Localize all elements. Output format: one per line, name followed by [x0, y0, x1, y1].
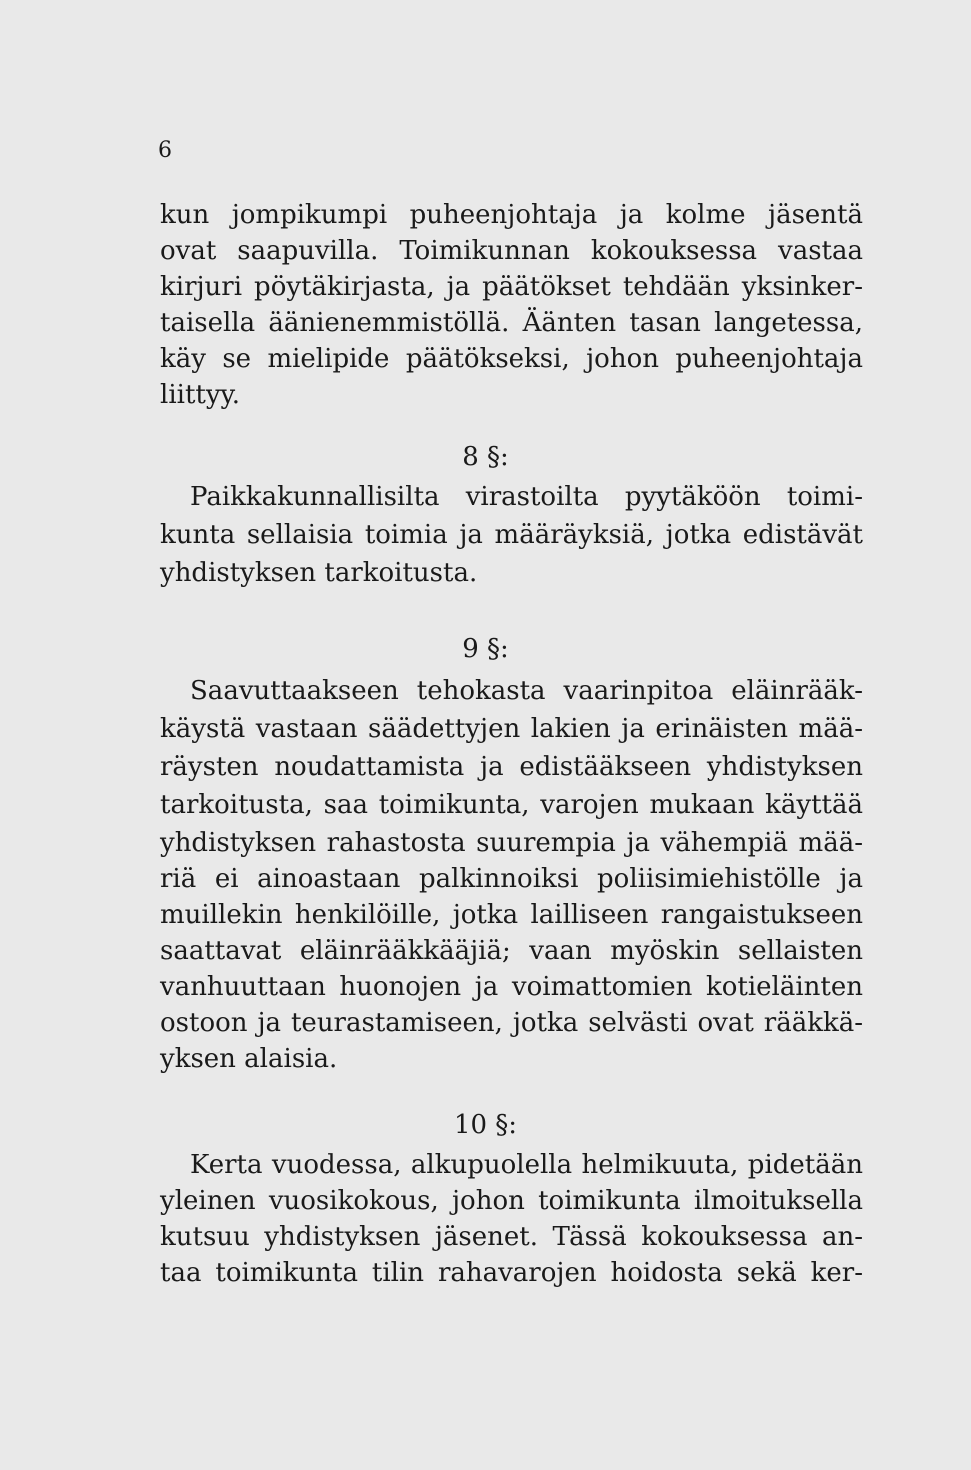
section-heading-10: 10 §:: [453, 1110, 518, 1140]
text-line: yksen alaisia.: [160, 1044, 338, 1074]
text-line: ovat saapuvilla. Toimikunnan kokouksessa vastaa: [160, 236, 863, 266]
text-line: kirjuri pöytäkirjasta, ja päätökset tehdään yksinker-: [160, 272, 863, 302]
text-line: käy se mielipide päätökseksi, johon puheenjohtaja: [160, 344, 863, 374]
text-line: räysten noudattamista ja edistääkseen yhdistyksen: [160, 752, 863, 782]
text-line: kunta sellaisia toimia ja määräyksiä, jotka edistävät: [160, 520, 863, 550]
text-line: saattavat eläinrääkkääjiä; vaan myöskin sellaisten: [160, 936, 863, 966]
text-line: kun jompikumpi puheenjohtaja ja kolme jäsentä: [160, 200, 863, 230]
text-line: Paikkakunnallisilta virastoilta pyytäköön toimi-: [190, 482, 863, 512]
text-line: Saavuttaakseen tehokasta vaarinpitoa eläinrääk-: [190, 676, 863, 706]
text-line: taa toimikunta tilin rahavarojen hoidosta sekä ker-: [160, 1258, 863, 1288]
text-line: yhdistyksen rahastosta suurempia ja vähempiä mää-: [160, 828, 863, 858]
text-line: vanhuuttaan huonojen ja voimattomien kotieläinten: [160, 972, 863, 1002]
text-line: ostoon ja teurastamiseen, jotka selvästi ovat rääkkä-: [160, 1008, 863, 1038]
section-heading-8: 8 §:: [462, 442, 509, 472]
text-line: muillekin henkilöille, jotka lailliseen rangaistukseen: [160, 900, 863, 930]
text-line: tarkoitusta, saa toimikunta, varojen mukaan käyttää: [160, 790, 863, 820]
text-line: käystä vastaan säädettyjen lakien ja erinäisten mää-: [160, 714, 863, 744]
text-line: Kerta vuodessa, alkupuolella helmikuuta, pidetään: [190, 1150, 863, 1180]
text-line: taisella äänienemmistöllä. Äänten tasan langetessa,: [160, 308, 863, 338]
text-line: riä ei ainoastaan palkinnoiksi poliisimiehistölle ja: [160, 864, 863, 894]
text-line: yhdistyksen tarkoitusta.: [160, 558, 478, 588]
page-number: 6: [158, 138, 172, 163]
text-line: yleinen vuosikokous, johon toimikunta ilmoituksella: [160, 1186, 863, 1216]
text-line: kutsuu yhdistyksen jäsenet. Tässä kokouksessa an-: [160, 1222, 863, 1252]
text-line: liittyy.: [160, 380, 241, 410]
section-heading-9: 9 §:: [462, 634, 509, 664]
